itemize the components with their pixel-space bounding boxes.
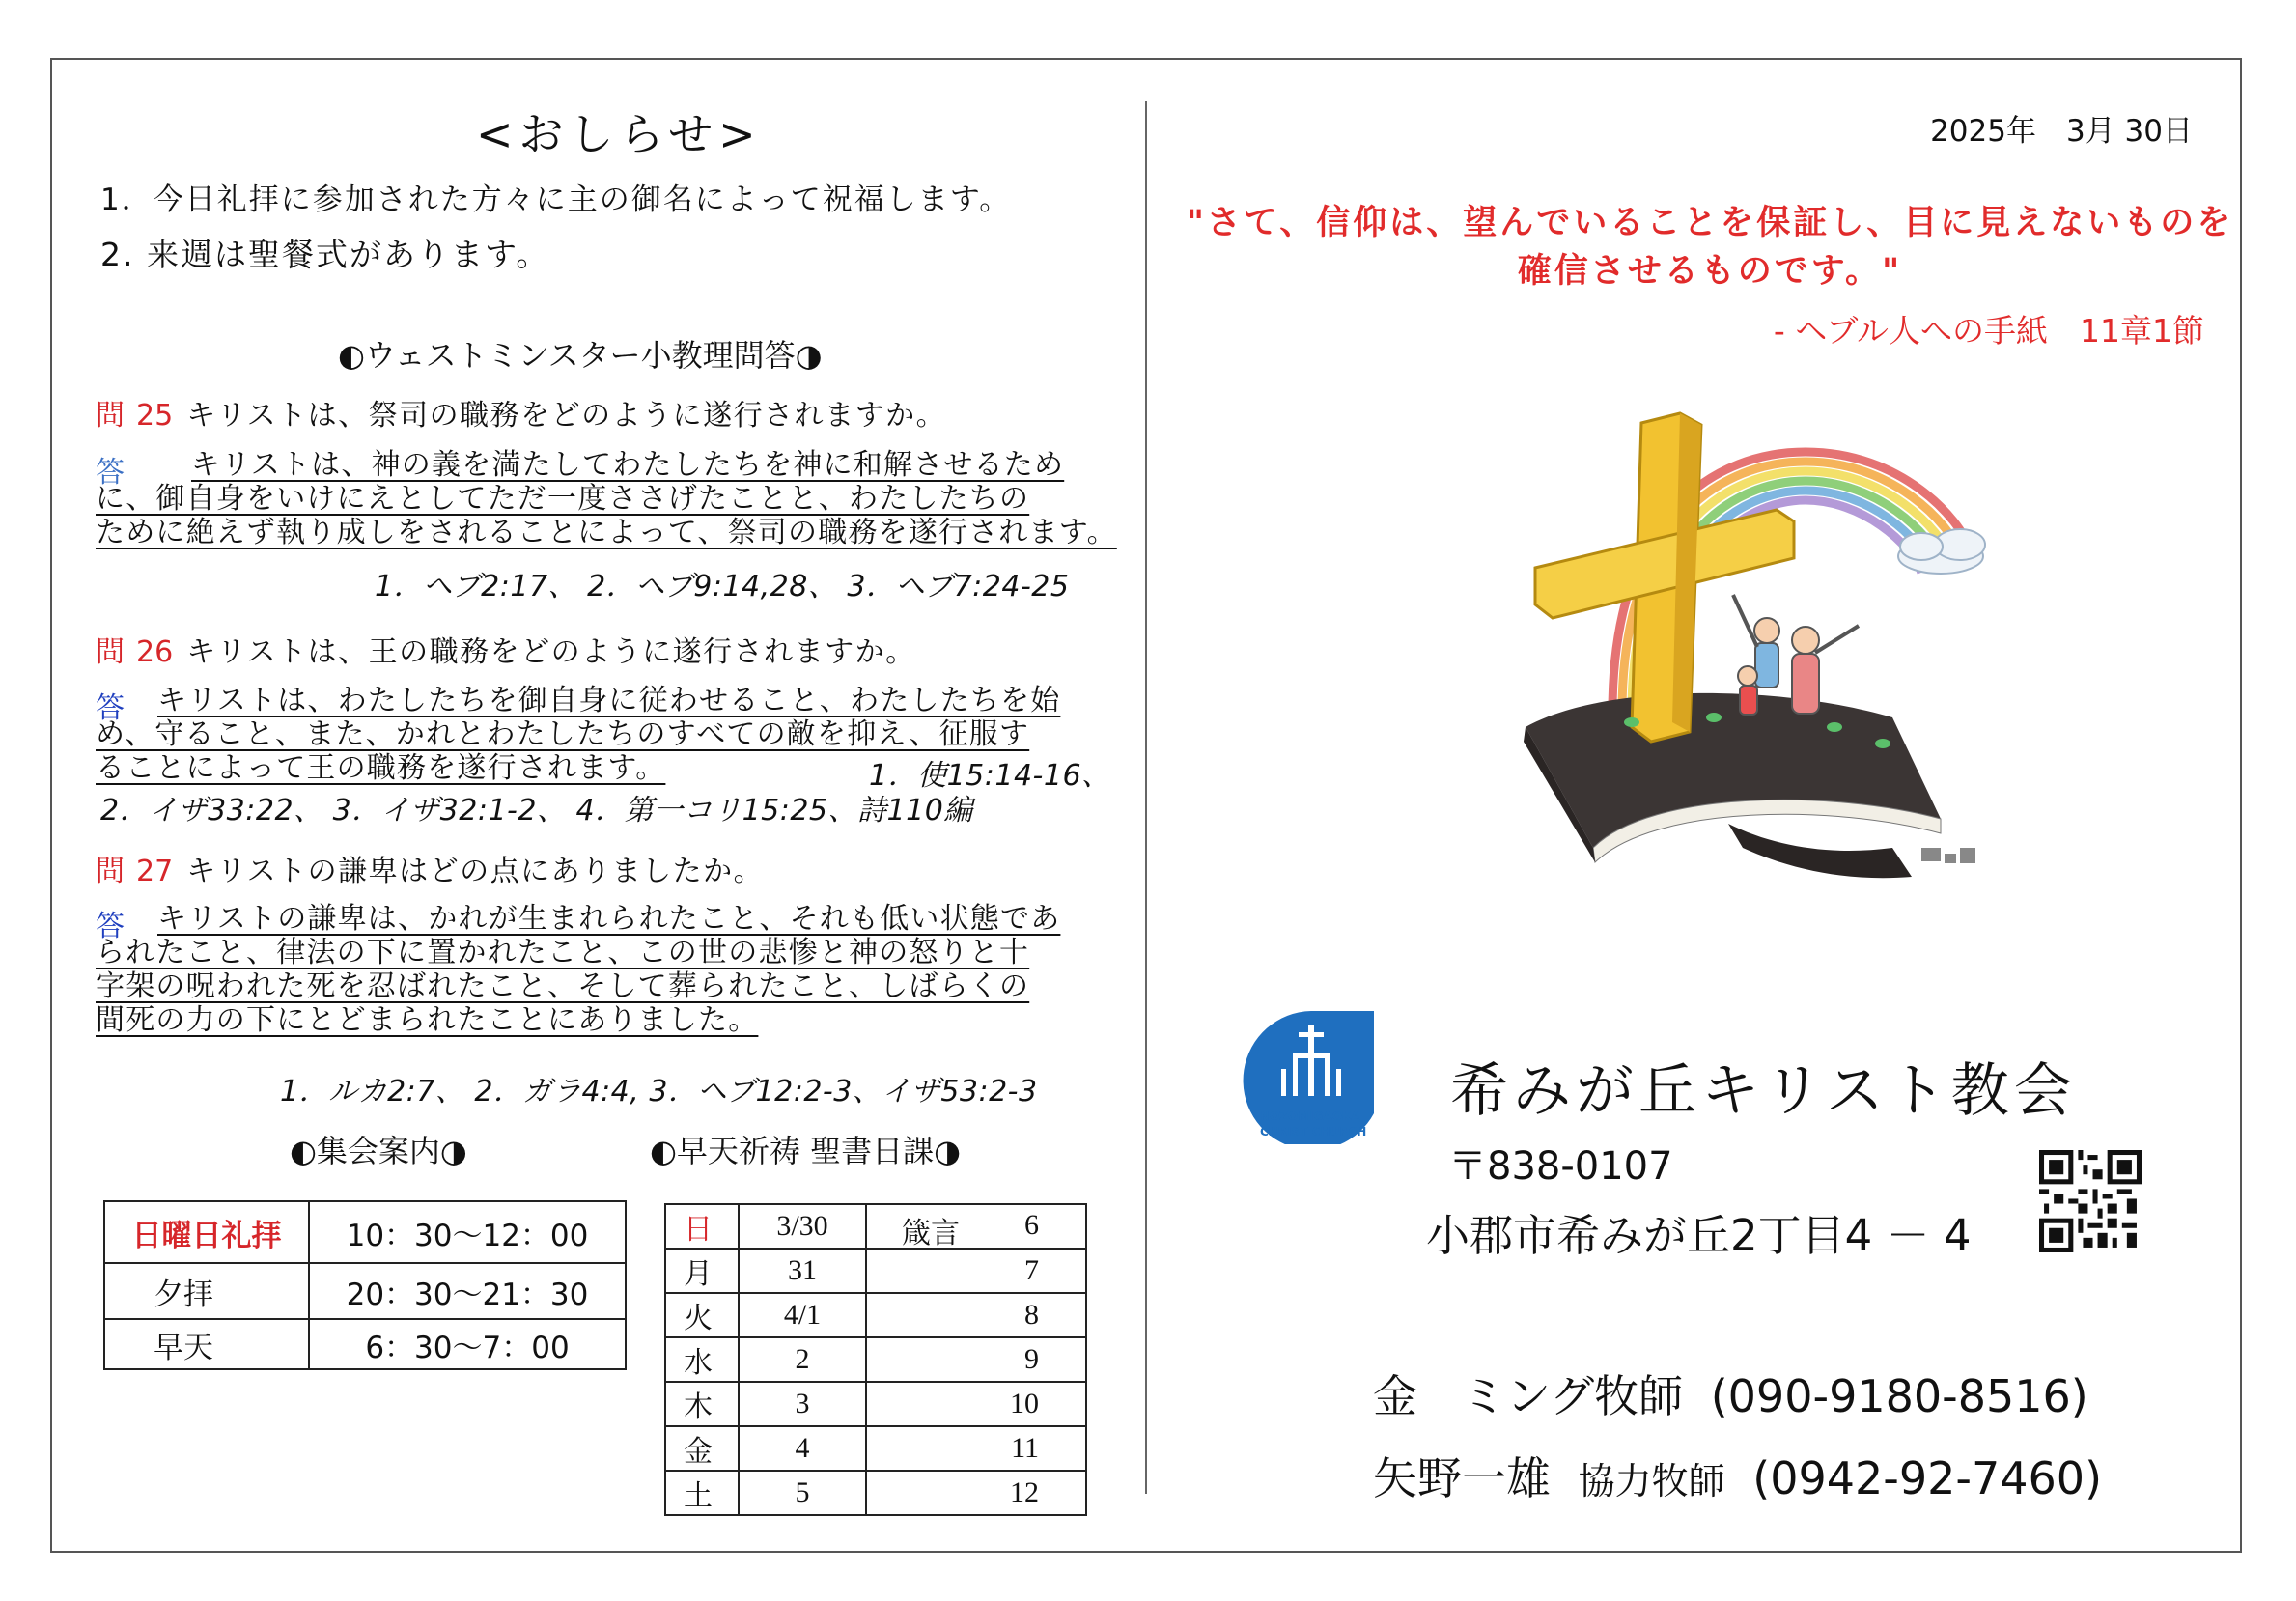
church-logo [1239, 1009, 1393, 1148]
reading-date: 3/30 [739, 1204, 866, 1249]
bulletin-date: 2025年 3月 30日 [1930, 114, 2193, 149]
catechism-heading: ◐ウェストミンスター小教理問答◑ [338, 337, 823, 374]
reading-chapter: 9 [866, 1337, 1086, 1382]
reading-date: 4/1 [739, 1293, 866, 1337]
reading-chapter: 8 [866, 1293, 1086, 1337]
associate-title: 協力牧師 [1578, 1460, 1725, 1503]
answer-25: キリストは、神の義を満たしてわたしたちを神に和解させるため に、御自身をいけにえとしてただ一度ささげたことと、わたしたちの ために絶えず執り成しをされることによって、祭司の職務を遂行されます。 [96, 448, 1117, 549]
logo-text-1: NOZOMIGAOKA [1260, 1109, 1360, 1123]
reading-chapter: 10 [866, 1382, 1086, 1426]
meeting-name: 日曜日礼拝 [104, 1201, 309, 1263]
reading-chapter: 7 [866, 1249, 1086, 1293]
associate-name: 矢野一雄 [1373, 1452, 1551, 1504]
reading-day: 日 [665, 1204, 739, 1249]
bible-reading-table [664, 1203, 1087, 1516]
pastor-title: 牧師 [1594, 1370, 1684, 1422]
references-26b: 2．イザ33:22、 3．イザ32:1-2、 4．第一コリ15:25、詩110編 [100, 794, 973, 828]
answer-label-25: 答 [96, 456, 125, 490]
reading-day: 木 [665, 1382, 739, 1426]
church-address: 小郡市希みが丘2丁目4 － 4 [1426, 1210, 1972, 1261]
reading-date: 3 [739, 1382, 866, 1426]
notice-item-2: 2. 来週は聖餐式があります。 [100, 236, 550, 273]
answer-label-27: 答 [96, 910, 125, 943]
question-27: 問 27 キリストの謙卑はどの点にありましたか。 [96, 855, 765, 888]
qr-code[interactable] [2039, 1150, 2142, 1252]
answer-26: キリストは、わたしたちを御自身に従わせること、わたしたちを始 め、守ること、また、かれとわたしたちのすべての敵を抑え、征服す ることによって王の職務を遂行されます。 [96, 684, 1061, 785]
meeting-row [104, 1201, 626, 1263]
reading-day: 金 [665, 1426, 739, 1471]
book-icon [1524, 693, 1941, 878]
church-name: 希みが丘キリスト教会 [1450, 1057, 2077, 1125]
pastor-line [1373, 1362, 2088, 1425]
meeting-time: 10：30～12：00 [309, 1201, 626, 1263]
answer-27: キリストの謙卑は、かれが生まれられたこと、それも低い状態であ られたこと、律法の下に置かれたこと、この世の悲惨と神の怒りと十 字架の呪われた死を忍ばれたこと、そして葬られたこと、しばらくの 間死の力の下にとどまられたことにありました。 [96, 902, 1061, 1037]
reading-day: 月 [665, 1249, 739, 1293]
family-icon [1733, 595, 1859, 715]
question-26: 問 26 キリストは、王の職務をどのように遂行されますか。 [96, 635, 916, 669]
references-27: 1．ルカ2:7、 2．ガラ4:4, 3．ヘブ12:2-3、イザ53:2-3 [280, 1075, 1038, 1109]
reading-date: 4 [739, 1426, 866, 1471]
reading-row [665, 1249, 1086, 1293]
meeting-name: 早天 [104, 1319, 309, 1369]
postal-code: 〒838-0107 [1448, 1144, 1673, 1189]
reading-chapter: 11 [866, 1426, 1086, 1471]
reading-day: 水 [665, 1337, 739, 1382]
references-26a: 1．使15:14-16、 [869, 759, 1111, 793]
scripture-reference: - ヘブル人への手紙 11章1節 [1773, 312, 2204, 350]
reading-row [665, 1382, 1086, 1426]
page-divider [1145, 101, 1147, 1494]
reading-date: 2 [739, 1337, 866, 1382]
reading-row [665, 1293, 1086, 1337]
meetings-table [103, 1200, 627, 1370]
reading-book: 箴言 [902, 1217, 960, 1250]
signature-mark [1921, 848, 1975, 863]
reading-chapter-cell [866, 1204, 1086, 1249]
church-logo-icon [1239, 1009, 1384, 1144]
reading-day: 火 [665, 1293, 739, 1337]
question-25: 問 25 キリストは、祭司の職務をどのように遂行されますか。 [96, 399, 947, 433]
answer-label-26: 答 [96, 691, 125, 725]
reading-day: 土 [665, 1471, 739, 1515]
logo-text-2: CHRIST CHURCH [1260, 1125, 1367, 1138]
scripture-verse: "さて、信仰は、望んでいることを保証し、目に見えないものを 確信させるものです。" [1186, 204, 2234, 291]
pastor-name: 金 ミング [1373, 1370, 1595, 1422]
pastor-phone[interactable]: (090-9180-8516) [1710, 1370, 2088, 1422]
reading-chapter: 6 [1024, 1209, 1039, 1241]
meeting-time: 6：30～7：00 [309, 1319, 626, 1369]
reading-row [665, 1426, 1086, 1471]
references-25: 1．ヘブ2:17、 2．ヘブ9:14,28、 3．ヘブ7:24-25 [375, 570, 1070, 604]
reading-date: 31 [739, 1249, 866, 1293]
notice-item-1: 1．今日礼拝に参加された方々に主の御名によって祝福します。 [100, 183, 1012, 217]
associate-pastor-line [1373, 1444, 2102, 1507]
reading-row [665, 1204, 1086, 1249]
reading-row [665, 1471, 1086, 1515]
cross-rainbow-illustration [1487, 394, 2008, 896]
meetings-heading: ◐集会案内◑ [290, 1133, 467, 1169]
reading-row [665, 1337, 1086, 1382]
meeting-time: 20：30～21：30 [309, 1263, 626, 1319]
associate-phone[interactable]: (0942-92-7460) [1752, 1452, 2103, 1504]
meeting-row [104, 1319, 626, 1369]
meeting-row [104, 1263, 626, 1319]
cloud-icon [1898, 529, 1985, 574]
reading-date: 5 [739, 1471, 866, 1515]
meeting-name: 夕拝 [104, 1263, 309, 1319]
notices-title: <おしらせ> [476, 108, 762, 160]
reading-chapter: 12 [866, 1471, 1086, 1515]
bible-reading-heading: ◐早天祈祷 聖書日課◑ [650, 1133, 962, 1169]
